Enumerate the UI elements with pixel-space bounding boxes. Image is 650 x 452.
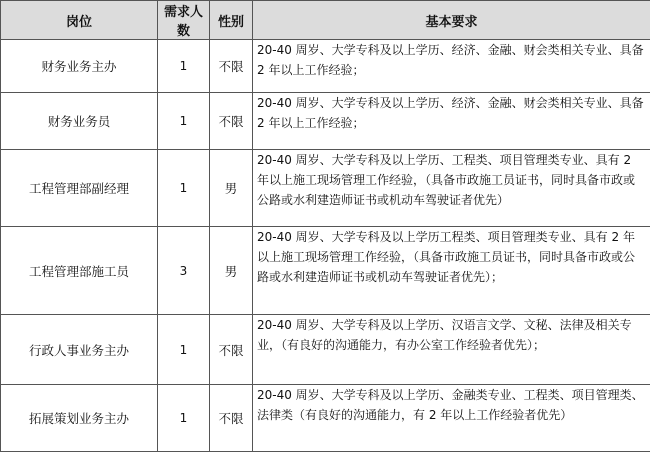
requirements-cell: 20-40 周岁、大学专科及以上学历、经济、金融、财会类相关专业、具备 2 年以上工作经验； [253, 40, 650, 93]
table-header [1, 1, 650, 40]
header-gender: 性别 [210, 1, 253, 40]
table-row [1, 93, 650, 150]
position-cell: 工程管理部副经理 [1, 150, 158, 227]
position-cell: 行政人事业务主办 [1, 315, 158, 385]
gender-cell: 不限 [210, 93, 253, 150]
requirements-cell: 20-40 周岁、大学专科及以上学历、工程类、项目管理类专业、具有 2 年以上施工现场管理工作经验，（具备市政施工员证书，同时具备市政或公路或水利建造师证书或机动车驾驶证者优先） [253, 150, 650, 227]
count-cell: 3 [158, 227, 210, 315]
count-cell: 1 [158, 93, 210, 150]
gender-cell: 不限 [210, 40, 253, 93]
requirements-cell: 20-40 周岁、大学专科及以上学历工程类、项目管理类专业、具有 2 年以上施工现场管理工作经验，（具备市政施工员证书，同时具备市政或公路或水利建造师证书或机动车驾驶证者优先）； [253, 227, 650, 315]
header-count: 需求人数 [158, 1, 210, 40]
count-cell: 1 [158, 385, 210, 452]
requirements-cell: 20-40 周岁、大学专科及以上学历、经济、金融、财会类相关专业、具备 2 年以上工作经验； [253, 93, 650, 150]
gender-cell: 男 [210, 227, 253, 315]
table-row [1, 385, 650, 452]
count-cell: 1 [158, 315, 210, 385]
table-row [1, 40, 650, 93]
requirements-cell: 20-40 周岁、大学专科及以上学历、金融类专业、工程类、项目管理类、法律类（有良好的沟通能力，有 2 年以上工作经验者优先） [253, 385, 650, 452]
requirements-cell: 20-40 周岁、大学专科及以上学历、汉语言文学、文秘、法律及相关专业，（有良好的沟通能力，有办公室工作经验者优先）； [253, 315, 650, 385]
gender-cell: 男 [210, 150, 253, 227]
count-cell: 1 [158, 150, 210, 227]
count-cell: 1 [158, 40, 210, 93]
header-requirements: 基本要求 [253, 1, 650, 40]
table-body [1, 40, 650, 452]
header-row [1, 1, 650, 40]
gender-cell: 不限 [210, 315, 253, 385]
position-cell: 拓展策划业务主办 [1, 385, 158, 452]
table-row [1, 227, 650, 315]
position-cell: 财务业务员 [1, 93, 158, 150]
position-cell: 财务业务主办 [1, 40, 158, 93]
table-row [1, 150, 650, 227]
position-cell: 工程管理部施工员 [1, 227, 158, 315]
gender-cell: 不限 [210, 385, 253, 452]
table-row [1, 315, 650, 385]
header-position: 岗位 [1, 1, 158, 40]
